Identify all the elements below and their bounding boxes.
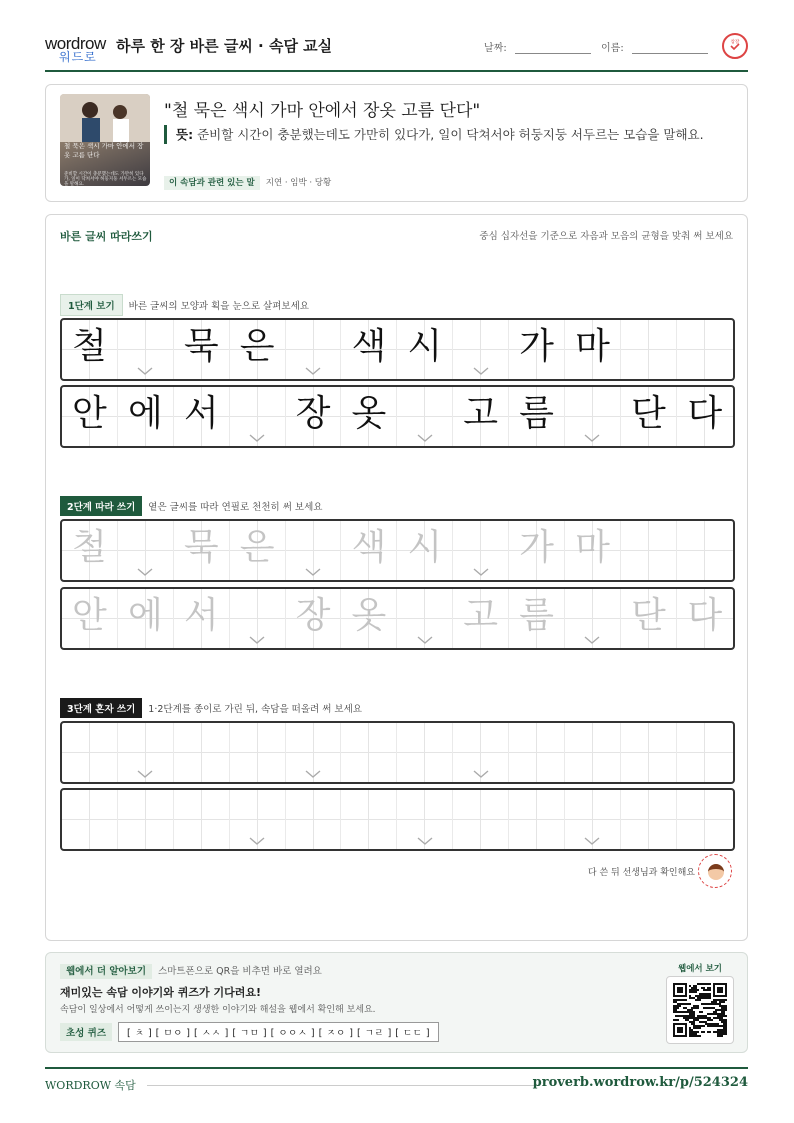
qr-label: 웹에서 보기 — [677, 964, 722, 974]
quiz-box: [ ㅊ ] [ ㅁㅇ ] [ ㅅㅅ ] [ ㄱㅁ ] [ ㅇㅇㅅ ] [ ㅈㅇ ] [ ㄱㄹ ] [ ㄷㄷ ] — [118, 1022, 439, 1042]
info-label-row — [60, 963, 322, 977]
step3-badge: 3단계 혼자 쓰기 — [60, 698, 142, 718]
step1-header — [60, 294, 309, 316]
thumb-small-text: 준비할 시간이 충분했는데도 가만히 있다가, 일이 닥쳐서야 허둥지둥 서두르는 모습을 말해요. — [64, 172, 147, 186]
practice-title: 바른 글씨 따라쓰기 — [60, 230, 153, 243]
grid-char: 시 — [407, 326, 443, 367]
space-mark-icon — [473, 567, 489, 577]
chosung-quiz — [60, 1022, 439, 1042]
grid-cell[interactable] — [174, 521, 230, 580]
grid-cell[interactable] — [621, 790, 677, 849]
grid-cell[interactable] — [565, 790, 621, 849]
grid-cell[interactable] — [397, 521, 453, 580]
grid-cell[interactable] — [677, 521, 733, 580]
space-mark-icon — [137, 366, 153, 376]
grid-char: 묵 — [183, 527, 219, 568]
grid-cell[interactable] — [62, 589, 118, 648]
grid-cell[interactable] — [621, 723, 677, 782]
grid-char: 름 — [519, 393, 554, 434]
step2-line1[interactable] — [60, 519, 735, 582]
step2-badge: 2단계 따라 쓰기 — [60, 496, 142, 516]
grid-cell — [621, 320, 677, 379]
grid-cell[interactable] — [397, 790, 453, 849]
quiz-label: 초성 퀴즈 — [60, 1023, 112, 1041]
proverb-card — [45, 84, 748, 202]
grid-cell[interactable] — [677, 589, 733, 648]
info-headline: 재미있는 속담 이야기와 퀴즈가 기다려요! — [60, 986, 261, 999]
grid-char: 장 — [295, 595, 331, 636]
grid-cell — [677, 387, 733, 446]
grid-char: 안 — [72, 393, 107, 434]
space-mark-icon — [249, 836, 265, 846]
space-mark-icon — [473, 366, 489, 376]
proverb-text: "철 묵은 색시 가마 안에서 장옷 고름 단다" — [164, 101, 481, 121]
grid-char: 단 — [630, 393, 666, 434]
info-desc: 속담이 일상에서 어떻게 쓰이는지 생생한 이야기와 해설을 웹에서 확인해 보세요. — [60, 1005, 376, 1015]
grid-cell — [174, 320, 230, 379]
step1-desc: 바른 글씨의 모양과 획을 눈으로 살펴보세요 — [128, 301, 309, 312]
grid-cell[interactable] — [286, 521, 342, 580]
step3-line1[interactable] — [60, 721, 735, 784]
grid-cell — [397, 387, 453, 446]
grid-cell — [565, 387, 621, 446]
grid-char: 가 — [519, 527, 554, 568]
grid-cell[interactable] — [509, 723, 565, 782]
space-mark-icon — [137, 567, 153, 577]
grid-char: 옷 — [351, 393, 387, 434]
grid-cell[interactable] — [677, 723, 733, 782]
page-title: 하루 한 장 바른 글씨 · 속담 교실 — [116, 37, 333, 55]
space-mark-icon — [249, 433, 265, 443]
step3-line2[interactable] — [60, 788, 735, 851]
grid-cell[interactable] — [286, 589, 342, 648]
web-info-box — [45, 952, 748, 1053]
grid-cell[interactable] — [341, 723, 397, 782]
footer-url[interactable]: proverb.wordrow.kr/p/524324 — [532, 1075, 748, 1090]
space-mark-icon — [137, 769, 153, 779]
space-mark-icon — [584, 635, 600, 645]
grid-cell — [286, 320, 342, 379]
qr-code-icon[interactable] — [666, 976, 734, 1044]
meaning-label: 뜻: — [176, 127, 194, 142]
svg-text:참잘: 참잘 — [730, 40, 740, 45]
grid-cell[interactable] — [453, 790, 509, 849]
name-field — [601, 39, 708, 54]
proverb-meaning — [164, 125, 722, 144]
grid-cell[interactable] — [118, 521, 174, 580]
grid-cell — [453, 387, 509, 446]
grid-char: 색 — [351, 326, 387, 367]
grid-char: 시 — [407, 527, 443, 568]
grid-cell[interactable] — [341, 589, 397, 648]
grid-cell — [565, 320, 621, 379]
step1-badge: 1단계 보기 — [60, 294, 123, 316]
grid-cell[interactable] — [341, 521, 397, 580]
grid-cell — [509, 387, 565, 446]
grid-cell — [453, 320, 509, 379]
grid-cell[interactable] — [230, 790, 286, 849]
grid-char: 고 — [463, 393, 499, 434]
step3-header — [60, 698, 362, 718]
grid-cell — [62, 387, 118, 446]
grid-cell[interactable] — [453, 723, 509, 782]
grid-cell[interactable] — [509, 521, 565, 580]
grid-cell — [397, 320, 453, 379]
grid-cell[interactable] — [174, 589, 230, 648]
grid-cell[interactable] — [62, 790, 118, 849]
logo-sub: 워드로 — [59, 50, 97, 64]
grid-cell[interactable] — [565, 589, 621, 648]
related-words — [164, 176, 331, 188]
name-label: 이름: — [601, 43, 624, 54]
practice-note: 중심 십자선을 기준으로 자음과 모음의 균형을 맞춰 써 보세요 — [479, 231, 733, 242]
grid-cell[interactable] — [286, 723, 342, 782]
grid-char: 서 — [183, 393, 219, 434]
grid-char: 철 — [72, 527, 107, 568]
page-footer — [45, 1067, 748, 1097]
grid-char: 가 — [519, 326, 554, 367]
teacher-face-icon — [708, 864, 724, 880]
grid-char: 안 — [72, 595, 107, 636]
grid-char: 에 — [127, 393, 163, 434]
grid-cell — [341, 387, 397, 446]
grid-cell — [62, 320, 118, 379]
wordrow-logo — [45, 34, 106, 64]
grid-cell[interactable] — [174, 723, 230, 782]
grid-cell — [174, 387, 230, 446]
grid-char: 에 — [127, 595, 163, 636]
teacher-check-text: 다 쓴 뒤 선생님과 확인해요 — [587, 868, 695, 878]
space-mark-icon — [584, 836, 600, 846]
grid-cell[interactable] — [118, 723, 174, 782]
grid-cell — [230, 320, 286, 379]
grid-char: 름 — [519, 595, 554, 636]
grid-cell[interactable] — [509, 589, 565, 648]
space-mark-icon — [417, 635, 433, 645]
grid-cell[interactable] — [62, 521, 118, 580]
grid-cell — [341, 320, 397, 379]
grid-cell[interactable] — [453, 521, 509, 580]
grid-char: 다 — [687, 595, 723, 636]
proverb-illustration — [60, 94, 150, 186]
grid-char: 서 — [183, 595, 219, 636]
space-mark-icon — [249, 635, 265, 645]
step2-desc: 옅은 글씨를 따라 연필로 천천히 써 보세요 — [148, 502, 323, 513]
grid-cell[interactable] — [118, 589, 174, 648]
logo-main: wordrow — [45, 34, 106, 53]
grid-cell[interactable] — [118, 790, 174, 849]
date-blank[interactable] — [515, 44, 591, 54]
grid-cell[interactable] — [230, 723, 286, 782]
grid-char: 마 — [575, 326, 610, 367]
date-label: 날짜: — [484, 43, 507, 54]
grid-cell — [677, 320, 733, 379]
grid-char: 다 — [687, 393, 723, 434]
grid-cell[interactable] — [230, 589, 286, 648]
space-mark-icon — [305, 769, 321, 779]
grid-char: 단 — [630, 595, 666, 636]
grid-cell[interactable] — [341, 790, 397, 849]
grid-cell — [286, 387, 342, 446]
related-list: 지연 · 임박 · 당황 — [265, 178, 332, 188]
meaning-text: 준비할 시간이 충분했는데도 가만히 있다가, 일이 닥쳐서야 허둥지둥 서두르는 모습을 말해요. — [197, 127, 704, 142]
grid-cell[interactable] — [174, 790, 230, 849]
grid-cell[interactable] — [677, 790, 733, 849]
grid-cell[interactable] — [565, 723, 621, 782]
grid-char: 장 — [295, 393, 331, 434]
writing-practice — [45, 214, 748, 941]
step2-line2[interactable] — [60, 587, 735, 650]
grid-cell[interactable] — [62, 723, 118, 782]
step1-line1 — [60, 318, 735, 381]
grid-cell[interactable] — [230, 521, 286, 580]
grid-char: 은 — [239, 326, 275, 367]
page-header — [45, 30, 748, 72]
teacher-stamp-icon — [698, 854, 732, 888]
grid-cell[interactable] — [621, 589, 677, 648]
grid-cell[interactable] — [453, 589, 509, 648]
thumb-caption: 철 묵은 색시 가마 안에서 장옷 고름 단다 — [64, 142, 144, 159]
grid-cell — [118, 320, 174, 379]
grid-cell[interactable] — [565, 521, 621, 580]
grid-cell — [230, 387, 286, 446]
space-mark-icon — [584, 433, 600, 443]
info-label-desc: 스마트폰으로 QR을 비추면 바로 열려요 — [158, 966, 322, 977]
grid-char: 색 — [351, 527, 387, 568]
grid-cell[interactable] — [509, 790, 565, 849]
step1-line2 — [60, 385, 735, 448]
grid-char: 은 — [239, 527, 275, 568]
grid-cell — [621, 387, 677, 446]
space-mark-icon — [417, 836, 433, 846]
info-label: 웹에서 더 알아보기 — [60, 964, 152, 979]
grid-char: 옷 — [351, 595, 387, 636]
grid-cell — [509, 320, 565, 379]
grid-cell[interactable] — [397, 723, 453, 782]
related-label: 이 속담과 관련 있는 말 — [164, 176, 260, 190]
grid-cell[interactable] — [397, 589, 453, 648]
step3-desc: 1·2단계를 종이로 가린 뒤, 속담을 떠올려 써 보세요 — [148, 704, 362, 715]
name-blank[interactable] — [632, 44, 708, 54]
footer-divider — [147, 1085, 537, 1086]
grid-cell[interactable] — [286, 790, 342, 849]
space-mark-icon — [417, 433, 433, 443]
space-mark-icon — [473, 769, 489, 779]
grid-char: 묵 — [183, 326, 219, 367]
space-mark-icon — [305, 366, 321, 376]
space-mark-icon — [305, 567, 321, 577]
grid-char: 철 — [72, 326, 107, 367]
footer-brand: WORDROW 속담 — [45, 1079, 136, 1092]
grid-char: 고 — [463, 595, 499, 636]
grid-char: 마 — [575, 527, 610, 568]
date-field — [484, 39, 591, 54]
grid-cell[interactable] — [621, 521, 677, 580]
approval-stamp-icon — [722, 33, 748, 59]
step2-header — [60, 496, 322, 516]
grid-cell — [118, 387, 174, 446]
